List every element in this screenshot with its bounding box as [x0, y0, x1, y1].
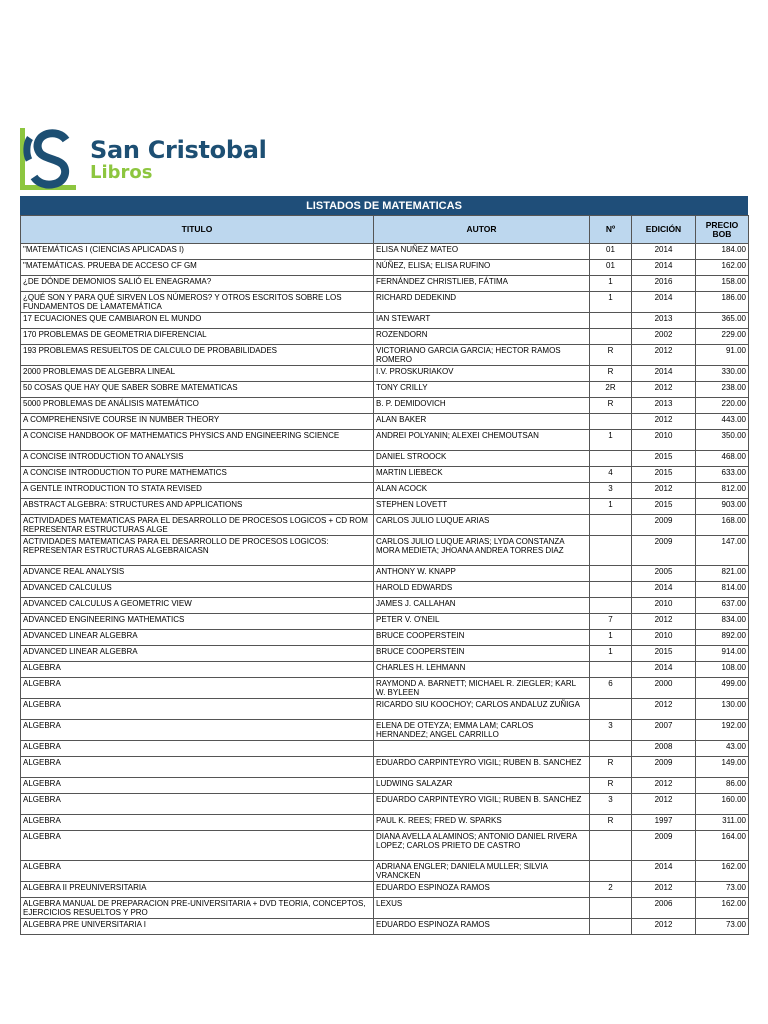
- cell-precio: 160.00: [696, 794, 749, 815]
- cell-numero: 2R: [590, 382, 632, 398]
- table-row: [21, 778, 749, 794]
- cell-edicion: 2010: [632, 430, 696, 451]
- cell-autor: ADRIANA ENGLER; DANIELA MULLER; SILVIA VRANCKEN: [374, 861, 590, 882]
- cell-numero: [590, 861, 632, 882]
- cell-autor: PAUL K. REES; FRED W. SPARKS: [374, 815, 590, 831]
- table-row: [21, 898, 749, 919]
- cell-numero: R: [590, 778, 632, 794]
- cell-precio: 73.00: [696, 919, 749, 935]
- list-title: LISTADOS DE MATEMATICAS: [20, 196, 748, 215]
- cell-numero: [590, 741, 632, 757]
- cell-autor: [374, 741, 590, 757]
- cell-precio: 43.00: [696, 741, 749, 757]
- cell-autor: EDUARDO ESPINOZA RAMOS: [374, 882, 590, 898]
- header-titulo: TITULO: [21, 216, 374, 244]
- cell-autor: MARTIN LIEBECK: [374, 467, 590, 483]
- cell-numero: 1: [590, 276, 632, 292]
- table-row: [21, 451, 749, 467]
- cell-autor: JAMES J. CALLAHAN: [374, 598, 590, 614]
- cell-autor: RICARDO SIU KOOCHOY; CARLOS ANDALUZ ZUÑIGA: [374, 699, 590, 720]
- cell-numero: 6: [590, 678, 632, 699]
- table-row: [21, 366, 749, 382]
- cell-autor: VICTORIANO GARCIA GARCIA; HECTOR RAMOS ROMERO: [374, 345, 590, 366]
- cell-autor: RICHARD DEDEKIND: [374, 292, 590, 313]
- cell-edicion: 2015: [632, 467, 696, 483]
- cell-edicion: 2014: [632, 260, 696, 276]
- cell-numero: 3: [590, 794, 632, 815]
- cell-edicion: 2014: [632, 582, 696, 598]
- header-precio: PRECIO BOB: [696, 216, 749, 244]
- cell-numero: [590, 699, 632, 720]
- cell-numero: R: [590, 757, 632, 778]
- cell-edicion: 2014: [632, 366, 696, 382]
- table-row: [21, 499, 749, 515]
- cell-titulo: A CONCISE HANDBOOK OF MATHEMATICS PHYSICS AND ENGINEERING SCIENCE: [21, 430, 374, 451]
- cell-precio: 147.00: [696, 536, 749, 566]
- table-row: [21, 741, 749, 757]
- cell-precio: 158.00: [696, 276, 749, 292]
- cell-precio: 499.00: [696, 678, 749, 699]
- cell-edicion: 2009: [632, 831, 696, 861]
- cell-numero: 1: [590, 499, 632, 515]
- cell-precio: 903.00: [696, 499, 749, 515]
- cell-precio: 149.00: [696, 757, 749, 778]
- table-row: [21, 678, 749, 699]
- cell-precio: 220.00: [696, 398, 749, 414]
- cell-edicion: 2012: [632, 382, 696, 398]
- cell-precio: 468.00: [696, 451, 749, 467]
- cell-titulo: ADVANCED ENGINEERING MATHEMATICS: [21, 614, 374, 630]
- cell-precio: 162.00: [696, 861, 749, 882]
- cell-edicion: 2012: [632, 414, 696, 430]
- cell-precio: 834.00: [696, 614, 749, 630]
- cell-precio: 91.00: [696, 345, 749, 366]
- table-row: [21, 831, 749, 861]
- cell-edicion: 2002: [632, 329, 696, 345]
- cell-precio: 892.00: [696, 630, 749, 646]
- cell-numero: [590, 598, 632, 614]
- cell-titulo: ACTIVIDADES MATEMATICAS PARA EL DESARROLLO DE PROCESOS LOGICOS: REPRESENTAR ESTRUCTURAS ALGEBRAICASN: [21, 536, 374, 566]
- cell-precio: 443.00: [696, 414, 749, 430]
- cell-precio: 130.00: [696, 699, 749, 720]
- cell-autor: I.V. PROSKURIAKOV: [374, 366, 590, 382]
- cell-numero: 1: [590, 630, 632, 646]
- cell-edicion: 2012: [632, 614, 696, 630]
- cell-titulo: ALGEBRA: [21, 662, 374, 678]
- cell-titulo: ADVANCED CALCULUS: [21, 582, 374, 598]
- header-numero: Nº: [590, 216, 632, 244]
- cell-edicion: 2012: [632, 919, 696, 935]
- cell-titulo: ¿QUÉ SON Y PARA QUÉ SIRVEN LOS NÚMEROS? Y OTROS ESCRITOS SOBRE LOS FUNDAMENTOS DE LAMATEMÁTICA: [21, 292, 374, 313]
- cell-autor: NÚÑEZ, ELISA; ELISA RUFINO: [374, 260, 590, 276]
- table-row: [21, 598, 749, 614]
- cell-edicion: 2009: [632, 536, 696, 566]
- cell-titulo: ALGEBRA: [21, 678, 374, 699]
- cell-numero: 1: [590, 292, 632, 313]
- cell-titulo: "MATEMÁTICAS. PRUEBA DE ACCESO CF GM: [21, 260, 374, 276]
- cell-numero: 01: [590, 244, 632, 260]
- cell-numero: [590, 898, 632, 919]
- cell-numero: 3: [590, 483, 632, 499]
- cell-titulo: ALGEBRA: [21, 720, 374, 741]
- header-row: [21, 216, 749, 244]
- cell-precio: 821.00: [696, 566, 749, 582]
- cell-numero: R: [590, 366, 632, 382]
- table-row: [21, 467, 749, 483]
- cell-titulo: ALGEBRA: [21, 757, 374, 778]
- cell-titulo: 170 PROBLEMAS DE GEOMETRIA DIFERENCIAL: [21, 329, 374, 345]
- cell-titulo: 2000 PROBLEMAS DE ALGEBRA LINEAL: [21, 366, 374, 382]
- table-row: [21, 757, 749, 778]
- table-row: [21, 313, 749, 329]
- cell-titulo: ALGEBRA II PREUNIVERSITARIA: [21, 882, 374, 898]
- table-row: [21, 345, 749, 366]
- cell-numero: 1: [590, 646, 632, 662]
- table-row: [21, 260, 749, 276]
- header-edicion: EDICIÓN: [632, 216, 696, 244]
- cell-titulo: ADVANCED CALCULUS A GEOMETRIC VIEW: [21, 598, 374, 614]
- cell-numero: 3: [590, 720, 632, 741]
- cell-titulo: ALGEBRA: [21, 699, 374, 720]
- cell-autor: DIANA AVELLA ALAMINOS; ANTONIO DANIEL RIVERA LOPEZ; CARLOS PRIETO DE CASTRO: [374, 831, 590, 861]
- cell-autor: CARLOS JULIO LUQUE ARIAS: [374, 515, 590, 536]
- cell-precio: 311.00: [696, 815, 749, 831]
- table-row: [21, 398, 749, 414]
- cell-edicion: 2009: [632, 757, 696, 778]
- cell-precio: 164.00: [696, 831, 749, 861]
- cell-precio: 186.00: [696, 292, 749, 313]
- cell-edicion: 2009: [632, 515, 696, 536]
- cell-precio: 162.00: [696, 260, 749, 276]
- cell-autor: PETER V. O'NEIL: [374, 614, 590, 630]
- cell-autor: ALAN ACOCK: [374, 483, 590, 499]
- table-row: [21, 292, 749, 313]
- cell-edicion: 2005: [632, 566, 696, 582]
- table-row: [21, 244, 749, 260]
- cell-edicion: 2015: [632, 451, 696, 467]
- cell-autor: TONY CRILLY: [374, 382, 590, 398]
- cell-edicion: 2014: [632, 244, 696, 260]
- cell-numero: [590, 662, 632, 678]
- cell-titulo: ADVANCED LINEAR ALGEBRA: [21, 646, 374, 662]
- cell-edicion: 2013: [632, 398, 696, 414]
- brand-name: San Cristobal: [90, 136, 267, 164]
- cell-autor: STEPHEN LOVETT: [374, 499, 590, 515]
- cell-titulo: ACTIVIDADES MATEMATICAS PARA EL DESARROLLO DE PROCESOS LOGICOS + CD ROM REPRESENTAR ESTRUCTURAS ALGE: [21, 515, 374, 536]
- logo-mark-icon: [18, 126, 82, 194]
- cell-edicion: 2006: [632, 898, 696, 919]
- cell-numero: [590, 536, 632, 566]
- cell-edicion: 2015: [632, 646, 696, 662]
- cell-edicion: 2008: [632, 741, 696, 757]
- cell-autor: ANDREI POLYANIN; ALEXEI CHEMOUTSAN: [374, 430, 590, 451]
- table-row: [21, 861, 749, 882]
- cell-numero: [590, 919, 632, 935]
- cell-precio: 365.00: [696, 313, 749, 329]
- table-row: [21, 919, 749, 935]
- cell-autor: EDUARDO CARPINTEYRO VIGIL; RUBEN B. SANCHEZ: [374, 794, 590, 815]
- cell-numero: [590, 582, 632, 598]
- cell-edicion: 2010: [632, 598, 696, 614]
- cell-autor: FERNÁNDEZ CHRISTLIEB, FÁTIMA: [374, 276, 590, 292]
- table-row: [21, 614, 749, 630]
- cell-autor: ELENA DE OTEYZA; EMMA LAM; CARLOS HERNANDEZ; ANGEL CARRILLO: [374, 720, 590, 741]
- cell-edicion: 2016: [632, 276, 696, 292]
- header-autor: AUTOR: [374, 216, 590, 244]
- cell-edicion: 2014: [632, 292, 696, 313]
- table-row: [21, 720, 749, 741]
- cell-numero: R: [590, 398, 632, 414]
- cell-precio: 914.00: [696, 646, 749, 662]
- cell-titulo: ALGEBRA: [21, 861, 374, 882]
- table-row: [21, 646, 749, 662]
- cell-edicion: 2014: [632, 861, 696, 882]
- books-table: [20, 215, 749, 935]
- cell-titulo: ALGEBRA: [21, 815, 374, 831]
- cell-autor: EDUARDO ESPINOZA RAMOS: [374, 919, 590, 935]
- cell-edicion: 2012: [632, 345, 696, 366]
- cell-titulo: ALGEBRA PRE UNIVERSITARIA I: [21, 919, 374, 935]
- cell-titulo: A GENTLE INTRODUCTION TO STATA REVISED: [21, 483, 374, 499]
- table-row: [21, 382, 749, 398]
- cell-edicion: 2000: [632, 678, 696, 699]
- cell-autor: LUDWING SALAZAR: [374, 778, 590, 794]
- cell-autor: EDUARDO CARPINTEYRO VIGIL; RUBEN B. SANCHEZ: [374, 757, 590, 778]
- cell-titulo: A CONCISE INTRODUCTION TO ANALYSIS: [21, 451, 374, 467]
- cell-titulo: 17 ECUACIONES QUE CAMBIARON EL MUNDO: [21, 313, 374, 329]
- table-row: [21, 662, 749, 678]
- cell-autor: ANTHONY W. KNAPP: [374, 566, 590, 582]
- cell-titulo: ALGEBRA: [21, 794, 374, 815]
- cell-autor: IAN STEWART: [374, 313, 590, 329]
- cell-edicion: 2012: [632, 778, 696, 794]
- cell-numero: [590, 313, 632, 329]
- cell-precio: 184.00: [696, 244, 749, 260]
- cell-edicion: 2014: [632, 662, 696, 678]
- cell-numero: 4: [590, 467, 632, 483]
- cell-numero: 7: [590, 614, 632, 630]
- table-row: [21, 566, 749, 582]
- cell-precio: 814.00: [696, 582, 749, 598]
- cell-numero: [590, 329, 632, 345]
- table-row: [21, 536, 749, 566]
- cell-precio: 162.00: [696, 898, 749, 919]
- cell-precio: 229.00: [696, 329, 749, 345]
- cell-titulo: ALGEBRA: [21, 741, 374, 757]
- cell-titulo: A COMPREHENSIVE COURSE IN NUMBER THEORY: [21, 414, 374, 430]
- cell-numero: [590, 515, 632, 536]
- cell-titulo: 193 PROBLEMAS RESUELTOS DE CALCULO DE PROBABILIDADES: [21, 345, 374, 366]
- cell-numero: 1: [590, 430, 632, 451]
- cell-autor: ROZENDORN: [374, 329, 590, 345]
- cell-edicion: 2015: [632, 499, 696, 515]
- cell-autor: BRUCE COOPERSTEIN: [374, 630, 590, 646]
- cell-numero: 01: [590, 260, 632, 276]
- cell-precio: 238.00: [696, 382, 749, 398]
- cell-titulo: "MATEMÁTICAS I (CIENCIAS APLICADAS I): [21, 244, 374, 260]
- cell-titulo: ABSTRACT ALGEBRA: STRUCTURES AND APPLICATIONS: [21, 499, 374, 515]
- cell-precio: 86.00: [696, 778, 749, 794]
- cell-precio: 633.00: [696, 467, 749, 483]
- cell-autor: CARLOS JULIO LUQUE ARIAS; LYDA CONSTANZA MORA MEDIETA; JHOANA ANDREA TORRES DIAZ: [374, 536, 590, 566]
- table-row: [21, 630, 749, 646]
- cell-titulo: A CONCISE INTRODUCTION TO PURE MATHEMATICS: [21, 467, 374, 483]
- cell-precio: 350.00: [696, 430, 749, 451]
- cell-titulo: 5000 PROBLEMAS DE ANÁLISIS MATEMÁTICO: [21, 398, 374, 414]
- table-row: [21, 276, 749, 292]
- cell-titulo: 50 COSAS QUE HAY QUE SABER SOBRE MATEMATICAS: [21, 382, 374, 398]
- cell-numero: [590, 566, 632, 582]
- cell-numero: [590, 831, 632, 861]
- cell-numero: [590, 414, 632, 430]
- table-row: [21, 582, 749, 598]
- cell-autor: HAROLD EDWARDS: [374, 582, 590, 598]
- price-list: [20, 196, 748, 935]
- cell-autor: CHARLES H. LEHMANN: [374, 662, 590, 678]
- cell-titulo: ALGEBRA: [21, 778, 374, 794]
- cell-titulo: ADVANCE REAL ANALYSIS: [21, 566, 374, 582]
- cell-autor: ALAN BAKER: [374, 414, 590, 430]
- cell-autor: DANIEL STROOCK: [374, 451, 590, 467]
- brand-sub: Libros: [90, 162, 153, 183]
- cell-edicion: 2012: [632, 794, 696, 815]
- cell-autor: LEXUS: [374, 898, 590, 919]
- table-row: [21, 515, 749, 536]
- cell-precio: 812.00: [696, 483, 749, 499]
- cell-precio: 192.00: [696, 720, 749, 741]
- cell-precio: 637.00: [696, 598, 749, 614]
- cell-edicion: 2012: [632, 882, 696, 898]
- brand-logo: [18, 126, 278, 194]
- cell-precio: 330.00: [696, 366, 749, 382]
- cell-precio: 168.00: [696, 515, 749, 536]
- cell-precio: 108.00: [696, 662, 749, 678]
- table-row: [21, 815, 749, 831]
- cell-autor: B. P. DEMIDOVICH: [374, 398, 590, 414]
- cell-numero: R: [590, 345, 632, 366]
- cell-edicion: 1997: [632, 815, 696, 831]
- table-row: [21, 329, 749, 345]
- cell-edicion: 2013: [632, 313, 696, 329]
- cell-autor: BRUCE COOPERSTEIN: [374, 646, 590, 662]
- table-row: [21, 414, 749, 430]
- cell-titulo: ALGEBRA MANUAL DE PREPARACION PRE-UNIVERSITARIA + DVD TEORIA, CONCEPTOS, EJERCICIOS RESUELTOS Y PRO: [21, 898, 374, 919]
- cell-autor: ELISA NUÑEZ MATEO: [374, 244, 590, 260]
- cell-numero: R: [590, 815, 632, 831]
- cell-autor: RAYMOND A. BARNETT; MICHAEL R. ZIEGLER; KARL W. BYLEEN: [374, 678, 590, 699]
- cell-precio: 73.00: [696, 882, 749, 898]
- table-row: [21, 430, 749, 451]
- table-row: [21, 882, 749, 898]
- cell-numero: [590, 451, 632, 467]
- table-row: [21, 699, 749, 720]
- cell-edicion: 2012: [632, 483, 696, 499]
- cell-edicion: 2007: [632, 720, 696, 741]
- cell-titulo: ¿DE DÓNDE DEMONIOS SALIÓ EL ENEAGRAMA?: [21, 276, 374, 292]
- cell-edicion: 2010: [632, 630, 696, 646]
- cell-titulo: ADVANCED LINEAR ALGEBRA: [21, 630, 374, 646]
- cell-numero: 2: [590, 882, 632, 898]
- cell-titulo: ALGEBRA: [21, 831, 374, 861]
- table-row: [21, 794, 749, 815]
- table-row: [21, 483, 749, 499]
- cell-edicion: 2012: [632, 699, 696, 720]
